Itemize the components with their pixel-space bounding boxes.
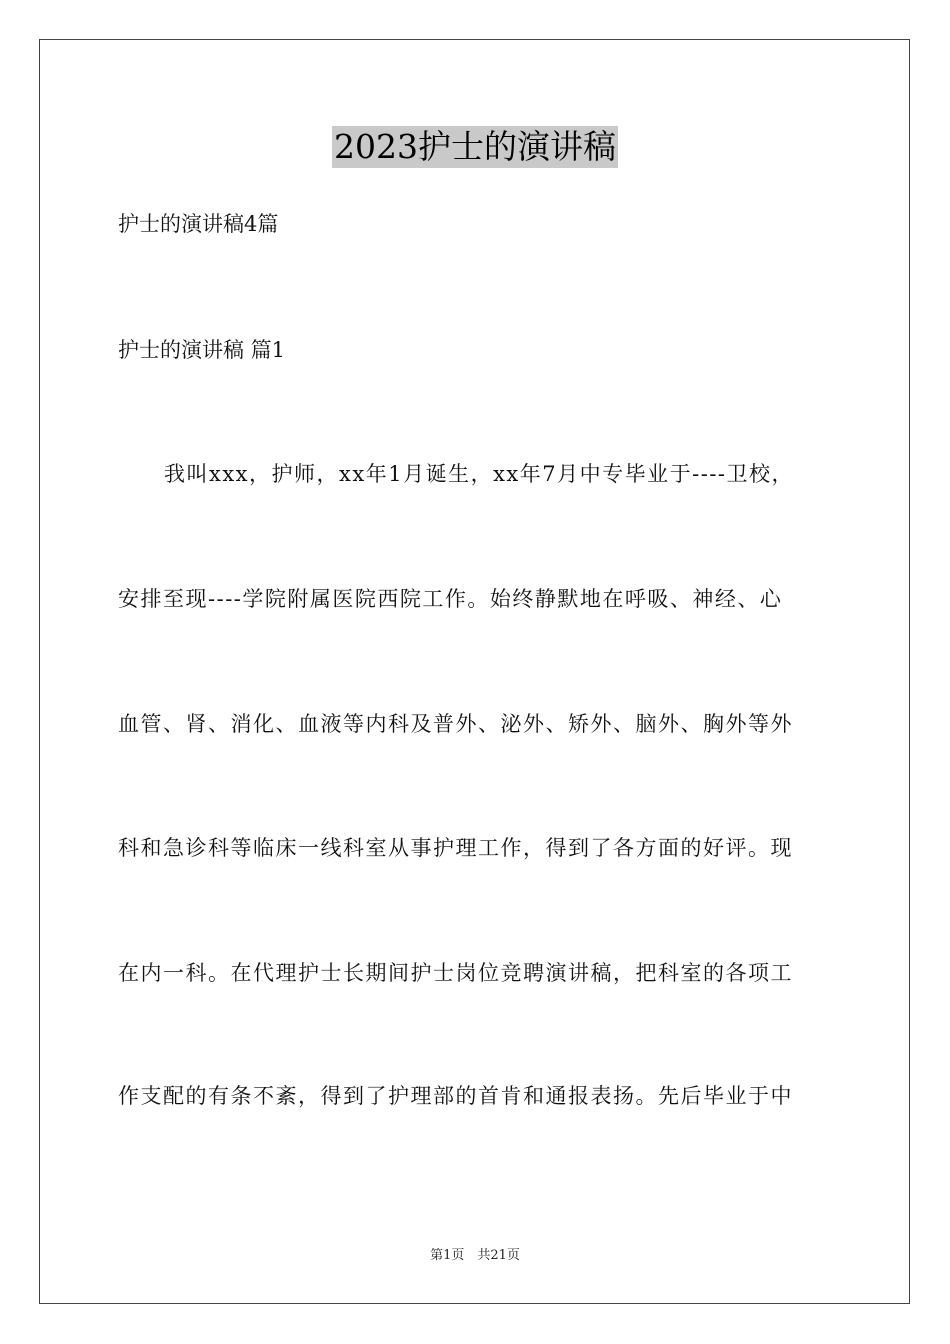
page-number-footer: 第1页 共21页 (430, 1248, 520, 1263)
body-line-6: 作支配的有条不紊，得到了护理部的首肯和通报表扬。先后毕业于中 (118, 1084, 793, 1108)
body-line-2: 安排至现----学院附属医院西院工作。始终静默地在呼吸、神经、心 (118, 587, 783, 611)
title-container (0, 126, 950, 168)
document-title: 2023护士的演讲稿 (334, 127, 616, 166)
document-subtitle: 护士的演讲稿4篇 (118, 212, 279, 236)
body-line-1: 我叫xxx，护师，xx年1月诞生，xx年7月中专毕业于----卫校， (164, 462, 795, 486)
body-line-3: 血管、肾、消化、血液等内科及普外、泌外、矫外、脑外、胸外等外 (118, 712, 793, 736)
body-line-4: 科和急诊科等临床一线科室从事护理工作，得到了各方面的好评。现 (118, 836, 793, 860)
section-heading: 护士的演讲稿 篇1 (118, 338, 286, 362)
body-line-5: 在内一科。在代理护士长期间护士岗位竞聘演讲稿，把科室的各项工 (118, 961, 793, 985)
